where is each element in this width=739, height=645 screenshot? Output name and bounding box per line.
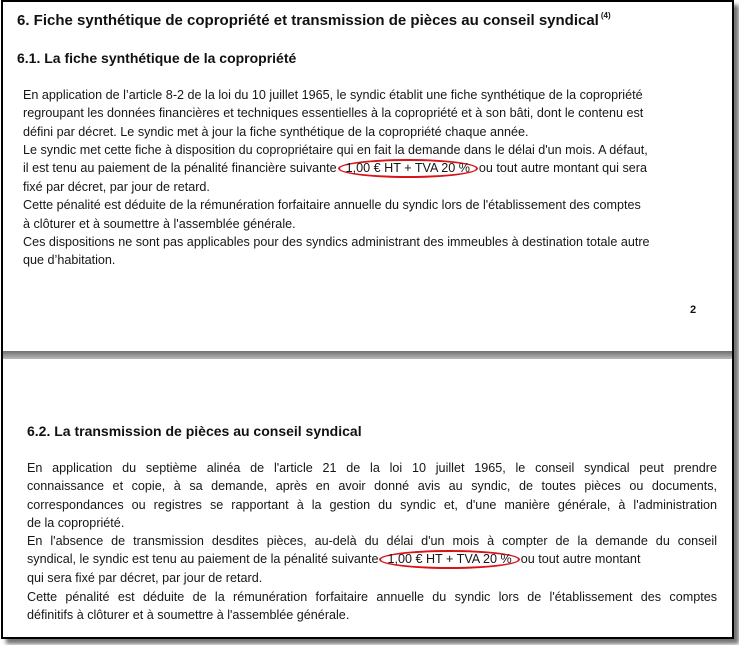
section-6-2-heading: 6.2. La transmission de pièces au conseil syndical [27, 423, 362, 439]
body-line: En application du septième alinéa de l'article 21 de la loi 10 juillet 1965, le conseil syndical peut prendre [27, 461, 717, 475]
penalty-line [23, 159, 713, 178]
body-line: définitifs à clôturer et à soumettre à l'assemblée générale. [27, 608, 350, 623]
body-line: de la copropriété. [27, 515, 125, 530]
page-number: 2 [690, 304, 697, 316]
body-line: En l'absence de transmission desdites pièces, au-delà du délai d'un mois à compter de la demande du conseil [27, 534, 717, 549]
footnote-reference: (4) [600, 11, 611, 20]
page-separator [3, 351, 732, 359]
penalty-amount-circled: 1,00 € HT + TVA 20 % [338, 159, 478, 178]
document-frame [1, 0, 734, 639]
body-line: fixé par décret, par jour de retard. [23, 180, 210, 195]
body-line: correspondances ou registres se rapportant à la gestion du syndic et, d'une manière générale, à l'administration [27, 497, 717, 512]
penalty-line [27, 550, 717, 569]
body-line: que d’habitation. [23, 253, 116, 268]
body-line: Ces dispositions ne sont pas applicables pour des syndics administrant des immeubles à destination totale autre [23, 235, 650, 250]
section-6-title: 6. Fiche synthétique de copropriété et transmission de pièces au conseil syndical [17, 12, 599, 29]
body-line: qui sera fixé par décret, par jour de retard. [27, 571, 263, 586]
penalty-text-before: syndical, le syndic est tenu au paiement de la pénalité suivante [27, 552, 379, 567]
body-line: Cette pénalité est déduite de la rémunération forfaitaire annuelle du syndic lors de l'établissement des comptes [27, 589, 717, 604]
body-line: Cette pénalité est déduite de la rémunération forfaitaire annuelle du syndic lors de l'établissement des comptes [23, 198, 641, 213]
section-6-1-body [23, 86, 713, 270]
section-6-1-heading: 6.1. La fiche synthétique de la copropriété [17, 50, 297, 66]
body-line: défini par décret. Le syndic met à jour la fiche synthétique de la copropriété chaque année. [23, 124, 529, 139]
body-line: à clôturer et à soumettre à l'assemblée générale. [23, 216, 296, 231]
body-line: connaissance et copie, à sa demande, après en avoir donné avis au syndic, de toutes pièces ou documents, [27, 479, 717, 494]
section-6-2-body [27, 459, 717, 624]
penalty-amount-circled: 1,00 € HT + TVA 20 % [379, 550, 519, 569]
body-line: Le syndic met cette fiche à disposition du copropriétaire qui en fait la demande dans le délai d'un mois. A défaut, [23, 142, 648, 157]
penalty-text-after: ou tout autre montant qui sera [478, 161, 647, 176]
page-1 [3, 2, 732, 351]
page-2 [3, 359, 732, 637]
body-line: En application de l’article 8-2 de la loi du 10 juillet 1965, le syndic établit une fiche synthétique de la copropriété [23, 88, 643, 102]
penalty-text-before: il est tenu au paiement de la pénalité financière suivante [23, 161, 337, 176]
penalty-text-after: ou tout autre montant [520, 552, 641, 567]
body-line: regroupant les données financières et techniques essentielles à la copropriété et à son bâti, dont le contenu est [23, 106, 644, 121]
section-6-heading [17, 11, 611, 29]
